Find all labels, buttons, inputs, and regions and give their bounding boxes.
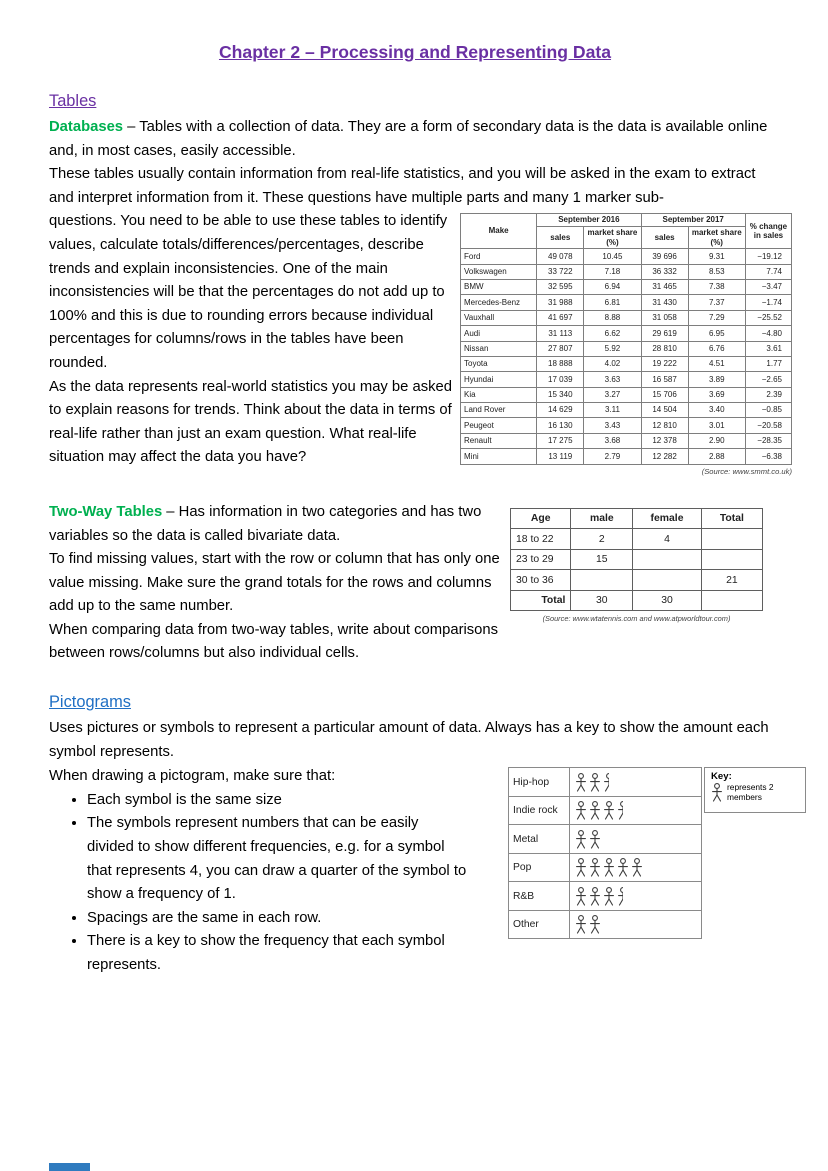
pictogram-row: Metal — [509, 825, 702, 854]
person-icon — [603, 858, 615, 877]
twoway-header-row: Age male female Total — [511, 508, 763, 529]
car-table-row: Kia 15 340 3.27 15 706 3.69 2.39 — [461, 387, 792, 402]
pictogram-key-row — [711, 782, 799, 802]
twoway-comparing-paragraph: When comparing data from two-way tables, write about comparisons between rows/columns but also individual cells. — [49, 621, 499, 662]
car-table-row: Land Rover 14 629 3.11 14 504 3.40 −0.85 — [461, 403, 792, 418]
pictogram-rule-item: • Spacings are the same in each row. — [87, 907, 469, 931]
databases-paragraph — [49, 116, 781, 163]
twoway-table — [510, 508, 763, 612]
pictograms-heading-text: Pictograms — [49, 693, 131, 712]
car-table-row: Mini 13 119 2.79 12 282 2.88 −6.38 — [461, 449, 792, 464]
twoway-section — [49, 501, 781, 666]
pictograms-heading — [49, 693, 781, 712]
databases-term: Databases — [49, 119, 124, 135]
pictogram-rules-list — [68, 789, 469, 978]
page-title — [49, 42, 781, 63]
pictogram-key-title: Key: — [711, 771, 732, 783]
tables-detail-paragraph: questions. You need to be able to use these tables to identify values, calculate totals/differences/percentages, describe trends and explain inconsistencies. One of the main inconsistencies will be that the percentages do not add up to 100% and this is due to rounding errors because individual percentages for columns/rows in the tables have been rounded. — [49, 213, 448, 371]
databases-definition: – Tables with a collection of data. They are a form of secondary data is the data is available online and, in most cases, easily accessible. — [49, 119, 768, 159]
person-icon — [603, 801, 615, 820]
car-table-source: (Source: www.smmt.co.uk) — [701, 466, 792, 476]
person-icon — [575, 801, 587, 820]
pictogram-key — [704, 767, 806, 813]
person-icon — [575, 915, 587, 934]
person-icon — [589, 830, 601, 849]
person-icon — [617, 801, 623, 820]
next-page-cropped-heading — [49, 1163, 90, 1171]
car-table-row: Audi 31 113 6.62 29 619 6.95 −4.80 — [461, 326, 792, 341]
person-icon — [589, 773, 601, 792]
tables-trends-paragraph: As the data represents real-world statistics you may be asked to explain reasons for trends. Think about the data in terms of real-life rather than just an exam question. What real-life situation may affect the data you have? — [49, 378, 452, 466]
twoway-row: 23 to 29 15 — [511, 549, 763, 570]
person-icon — [575, 773, 587, 792]
person-icon — [711, 783, 723, 802]
pictogram-row: Hip-hop — [509, 768, 702, 797]
twoway-table-figure — [510, 508, 763, 624]
person-icon — [589, 887, 601, 906]
car-table-row: Vauxhall 41 697 8.88 31 058 7.29 −25.52 — [461, 310, 792, 325]
person-icon — [617, 858, 629, 877]
pictogram-key-text: represents 2 members — [727, 782, 774, 803]
car-table-row: Volkswagen 33 722 7.18 36 332 8.53 7.74 — [461, 264, 792, 279]
twoway-table-source: (Source: www.wtatennis.com and www.atpworldtour.com) — [542, 614, 731, 624]
car-table-row: Peugeot 16 130 3.43 12 810 3.01 −20.58 — [461, 418, 792, 433]
car-table-row: BMW 32 595 6.94 31 465 7.38 −3.47 — [461, 279, 792, 294]
person-icon — [589, 915, 601, 934]
pictogram-row: R&B — [509, 882, 702, 911]
person-icon — [617, 887, 623, 906]
pictogram-row: Other — [509, 910, 702, 939]
car-sales-table — [460, 213, 792, 464]
twoway-text-column — [49, 501, 507, 666]
pictogram-rules-paragraph: When drawing a pictogram, make sure that: — [49, 768, 336, 785]
pictogram-rule-item: • There is a key to show the frequency that each symbol represents. — [87, 930, 469, 977]
pictogram-row: Pop — [509, 853, 702, 882]
person-icon — [575, 830, 587, 849]
car-table-row: Ford 49 078 10.45 39 696 9.31 −19.12 — [461, 249, 792, 264]
key-person-icon — [711, 783, 725, 802]
tables-text-column — [49, 210, 452, 470]
twoway-row: 18 to 22 2 4 — [511, 529, 763, 550]
car-table-row: Nissan 27 807 5.92 28 810 6.76 3.61 — [461, 341, 792, 356]
twoway-definition: – Has information in two categories and has two variables so the data is called bivariate data. — [49, 503, 482, 544]
person-icon — [603, 887, 615, 906]
pictogram-row: Indie rock — [509, 796, 702, 825]
tables-heading-text: Tables — [49, 92, 97, 110]
pictogram-figure — [508, 767, 702, 939]
twoway-row: 30 to 36 21 — [511, 570, 763, 591]
pictogram-rule-item: • The symbols represent numbers that can be easily divided to show different frequencies, e.g. for a symbol that represents 4, you can draw a quarter of the symbol to show a frequency of 1. — [87, 812, 469, 906]
pictogram-body — [49, 765, 781, 977]
twoway-missing-paragraph: To find missing values, start with the row or column that has only one value missing. Make sure the grand totals for the rows and columns add up to the same number. — [49, 551, 500, 615]
twoway-term: Two-Way Tables — [49, 503, 163, 520]
pictogram-intro-paragraph: Uses pictures or symbols to represent a particular amount of data. Always has a key to show the amount each symbol represents. — [49, 720, 769, 760]
twoway-intro-paragraph — [49, 501, 507, 548]
pictogram-table — [508, 767, 702, 939]
half-person-icon — [617, 887, 623, 906]
pictogram-rule-item: • Each symbol is the same size — [87, 789, 469, 813]
tables-intro-paragraph: These tables usually contain information from real-life statistics, and you will be asked in the exam to extract and interpret information from it. These questions have multiple parts and many 1 marker sub- — [49, 166, 756, 206]
pictogram-text-column — [49, 765, 469, 977]
car-table-row: Toyota 18 888 4.02 19 222 4.51 1.77 — [461, 356, 792, 371]
car-table-header-row: Make September 2016 September 2017 % change in sales — [461, 214, 792, 227]
person-icon — [631, 858, 643, 877]
person-icon — [603, 773, 609, 792]
person-icon — [589, 801, 601, 820]
twoway-row: Total 30 30 — [511, 590, 763, 611]
car-table-row: Mercedes-Benz 31 988 6.81 31 430 7.37 −1.74 — [461, 295, 792, 310]
half-person-icon — [603, 773, 609, 792]
half-person-icon — [617, 801, 623, 820]
document-content — [49, 42, 792, 978]
tables-heading — [49, 92, 781, 111]
tables-body — [49, 210, 792, 476]
car-table-row: Hyundai 17 039 3.63 16 587 3.89 −2.65 — [461, 372, 792, 387]
car-table-row: Renault 17 275 3.68 12 378 2.90 −28.35 — [461, 433, 792, 448]
person-icon — [589, 858, 601, 877]
person-icon — [575, 858, 587, 877]
person-icon — [575, 887, 587, 906]
car-sales-table-figure — [460, 213, 792, 475]
page-title-text: Chapter 2 – Processing and Representing Data — [218, 42, 612, 62]
car-table-subheader-row: sales market share (%) sales market share (%) — [461, 226, 792, 248]
